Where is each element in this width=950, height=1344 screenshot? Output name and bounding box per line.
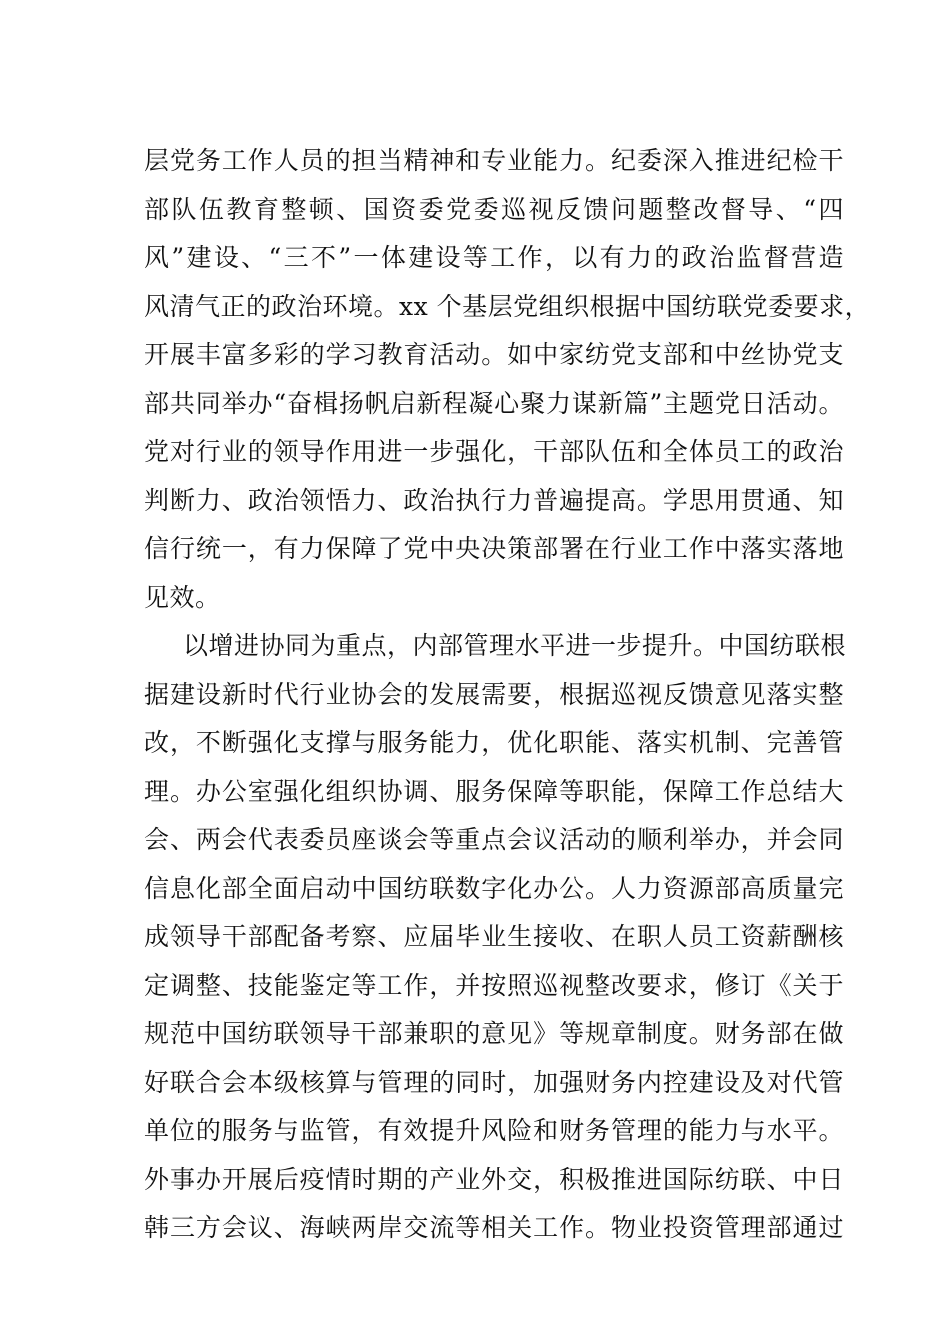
paragraph-2 — [144, 622, 847, 1253]
text-line: 成领导干部配备考察、应届毕业生接收、在职人员工资薪酬核 — [144, 922, 844, 951]
text-line: 党对行业的领导作用进一步强化，干部队伍和全体员工的政治 — [144, 437, 844, 466]
text-line: 部共同举办“奋楫扬帆启新程凝心聚力谋新篇”主题党日活动。 — [144, 388, 844, 418]
text-line: 风”建设、“三不”一体建设等工作，以有力的政治监督营造 — [144, 243, 844, 272]
text-line: 以增进协同为重点，内部管理水平进一步提升。中国纺联根 — [183, 631, 847, 660]
document-body — [144, 137, 871, 1253]
text-line: 会、两会代表委员座谈会等重点会议活动的顺利举办，并会同 — [144, 825, 844, 854]
text-line: 风清气正的政治环境。xx 个基层党组织根据中国纺联党委要求， — [144, 291, 871, 321]
text-line: 见效。 — [144, 582, 221, 612]
text-line: 部队伍教育整顿、国资委党委巡视反馈问题整改督导、“四 — [144, 194, 844, 224]
text-line: 信行统一，有力保障了党中央决策部署在行业工作中落实落地 — [144, 534, 844, 563]
paragraph-1 — [144, 137, 871, 622]
text-line: 韩三方会议、海峡两岸交流等相关工作。物业投资管理部通过 — [144, 1213, 844, 1242]
text-line: 外事办开展后疫情时期的产业外交，积极推进国际纺联、中日 — [144, 1164, 844, 1194]
text-line: 好联合会本级核算与管理的同时，加强财务内控建设及对代管 — [144, 1067, 844, 1097]
text-line: 定调整、技能鉴定等工作，并按照巡视整改要求，修订《关于 — [144, 970, 844, 1000]
text-line: 层党务工作人员的担当精神和专业能力。纪委深入推进纪检干 — [144, 146, 844, 175]
text-line: 规范中国纺联领导干部兼职的意见》等规章制度。财务部在做 — [144, 1019, 844, 1048]
text-line: 判断力、政治领悟力、政治执行力普遍提高。学思用贯通、知 — [144, 485, 844, 515]
text-line: 开展丰富多彩的学习教育活动。如中家纺党支部和中丝协党支 — [144, 340, 844, 369]
text-line: 据建设新时代行业协会的发展需要，根据巡视反馈意见落实整 — [144, 679, 844, 709]
text-line: 改，不断强化支撑与服务能力，优化职能、落实机制、完善管 — [144, 728, 844, 757]
text-line: 理。办公室强化组织协调、服务保障等职能，保障工作总结大 — [144, 776, 844, 806]
text-line: 单位的服务与监管，有效提升风险和财务管理的能力与水平。 — [144, 1116, 844, 1145]
text-line: 信息化部全面启动中国纺联数字化办公。人力资源部高质量完 — [144, 873, 844, 903]
